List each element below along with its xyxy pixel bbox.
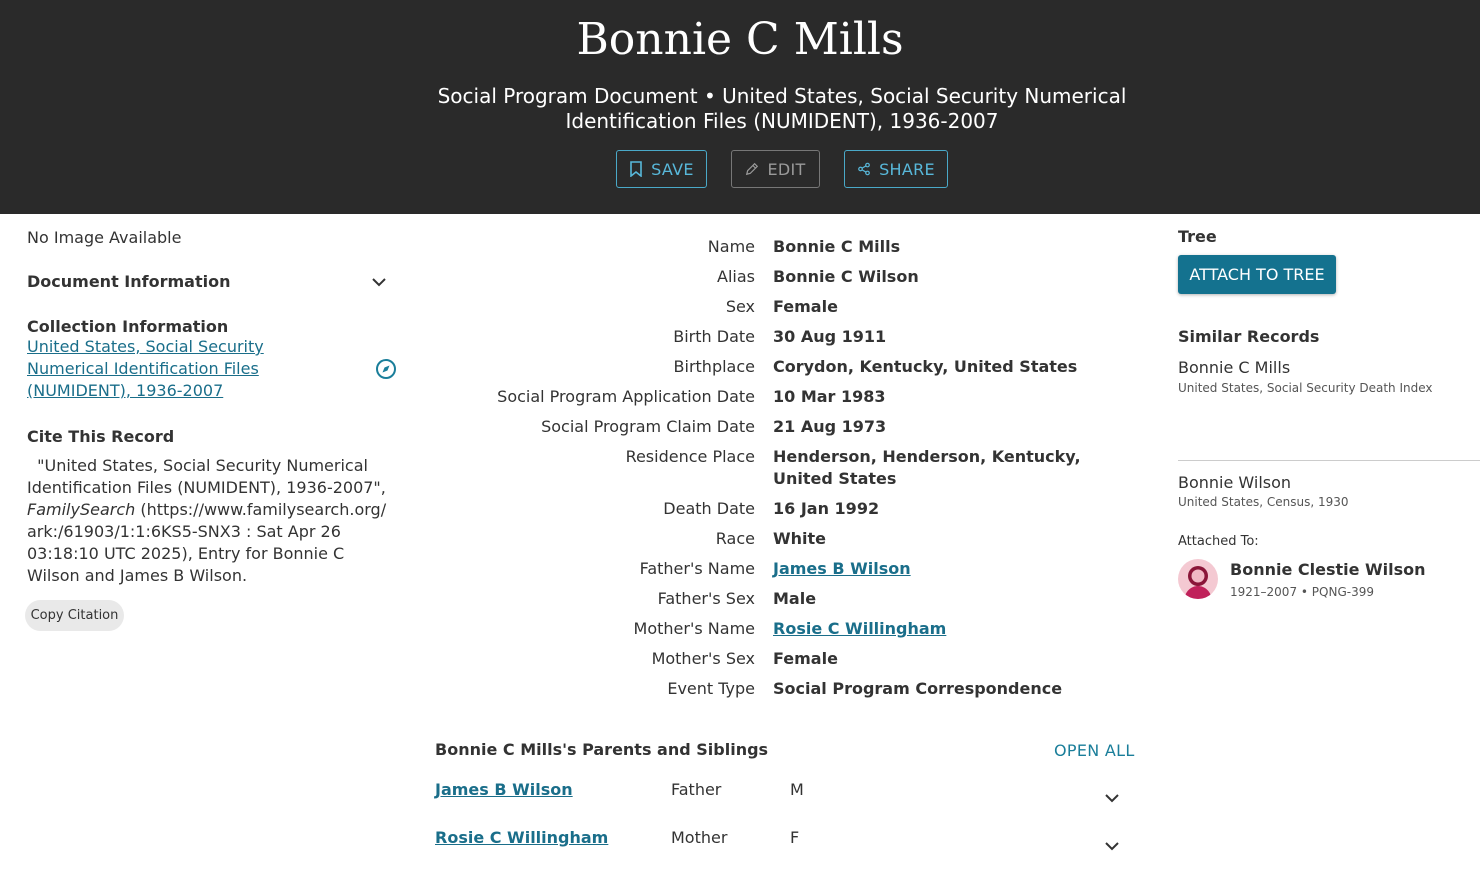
collection-link[interactable]: United States, Social Security Numerical Identification Files (NUMIDENT), 1936-2007	[27, 337, 264, 400]
citation-text	[27, 455, 392, 587]
field-label: Residence Place	[625, 447, 755, 466]
field-row	[430, 386, 1150, 408]
field-row	[430, 326, 1150, 348]
share-icon	[857, 161, 871, 177]
field-label: Sex	[725, 297, 755, 316]
field-row	[430, 588, 1150, 610]
share-button[interactable]	[844, 150, 948, 188]
divider	[1178, 460, 1480, 461]
record-subtitle: Social Program Document • United States, Social Security Numerical Identification Files (NUMIDENT), 1936-2007	[437, 84, 1127, 133]
page-title: Bonnie C Mills	[576, 14, 904, 65]
field-value: Male	[773, 589, 817, 608]
attached-person-meta: 1921–2007 • PQNG-399	[1230, 585, 1374, 599]
similar-record-source: United States, Social Security Death Index	[1178, 381, 1433, 395]
field-label: Alias	[717, 267, 755, 286]
field-value-link[interactable]: James B Wilson	[773, 559, 911, 578]
chevron-down-icon[interactable]	[372, 272, 386, 291]
avatar[interactable]	[1178, 559, 1218, 599]
field-label: Race	[715, 529, 755, 548]
field-row	[430, 446, 1150, 490]
field-value: Female	[773, 649, 838, 668]
field-row	[430, 618, 1150, 640]
field-value: Bonnie C Wilson	[773, 267, 919, 286]
parent-relation: Mother	[671, 828, 728, 847]
save-button[interactable]	[616, 150, 707, 188]
field-value: Bonnie C Mills	[773, 237, 901, 256]
edit-button-label: EDIT	[767, 159, 806, 179]
field-row	[430, 528, 1150, 550]
field-value: Corydon, Kentucky, United States	[773, 357, 1078, 376]
field-label: Father's Sex	[657, 589, 755, 608]
field-label: Social Program Claim Date	[541, 417, 755, 436]
parent-sex: M	[790, 780, 804, 799]
field-value: Henderson, Henderson, Kentucky, United States	[773, 447, 1081, 488]
parent-row	[435, 780, 1135, 804]
parent-relation: Father	[671, 780, 722, 799]
compass-icon[interactable]	[375, 358, 397, 384]
field-value-link[interactable]: Rosie C Willingham	[773, 619, 947, 638]
parent-sex: F	[790, 828, 800, 847]
similar-records-heading: Similar Records	[1178, 327, 1320, 346]
record-fields	[430, 236, 1150, 708]
copy-citation-button[interactable]: Copy Citation	[25, 600, 124, 631]
field-label: Birthplace	[673, 357, 755, 376]
field-row	[430, 498, 1150, 520]
field-row	[430, 648, 1150, 670]
field-row	[430, 236, 1150, 258]
field-label: Mother's Sex	[651, 649, 755, 668]
bookmark-icon	[629, 161, 643, 177]
citation-source-name: FamilySearch	[27, 500, 136, 519]
collection-information-heading: Collection Information	[27, 317, 229, 336]
field-value: Female	[773, 297, 838, 316]
field-label: Father's Name	[639, 559, 755, 578]
parent-name-link[interactable]: James B Wilson	[435, 780, 573, 799]
citation-part-2: (https://www.familysearch.org/ ark:/61903/1:1:6KS5-SNX3 : Sat Apr 26 03:18:10 UTC 2025), Entry for Bonnie C Wilson and James B Wilson.	[27, 500, 387, 585]
parent-row	[435, 828, 1135, 852]
edit-button[interactable]	[731, 150, 820, 188]
field-row	[430, 296, 1150, 318]
no-image-text: No Image Available	[27, 228, 182, 247]
field-row	[430, 558, 1150, 580]
field-row	[430, 416, 1150, 438]
field-label: Birth Date	[673, 327, 755, 346]
field-value: 10 Mar 1983	[773, 387, 886, 406]
attached-to-label: Attached To:	[1178, 534, 1259, 549]
field-label: Event Type	[667, 679, 755, 698]
save-button-label: SAVE	[651, 159, 694, 179]
document-information-heading[interactable]: Document Information	[27, 272, 231, 291]
open-all-button[interactable]: OPEN ALL	[1054, 741, 1135, 760]
field-value: 21 Aug 1973	[773, 417, 887, 436]
field-value: White	[773, 529, 827, 548]
attached-person-name[interactable]: Bonnie Clestie Wilson	[1230, 560, 1426, 579]
record-header	[0, 0, 1480, 214]
similar-record-name[interactable]: Bonnie Wilson	[1178, 473, 1292, 492]
similar-record-name[interactable]: Bonnie C Mills	[1178, 358, 1291, 377]
chevron-down-icon[interactable]	[1105, 788, 1119, 807]
tree-heading: Tree	[1178, 227, 1217, 246]
field-value: 16 Jan 1992	[773, 499, 880, 518]
field-label: Mother's Name	[633, 619, 755, 638]
similar-record-source: United States, Census, 1930	[1178, 495, 1349, 509]
field-label: Social Program Application Date	[497, 387, 755, 406]
field-row	[430, 266, 1150, 288]
pencil-icon	[745, 161, 759, 177]
field-row	[430, 356, 1150, 378]
attach-to-tree-button[interactable]: ATTACH TO TREE	[1178, 255, 1336, 294]
field-value: 30 Aug 1911	[773, 327, 887, 346]
citation-part-1: "United States, Social Security Numerical Identification Files (NUMIDENT), 1936-2007",	[27, 456, 386, 497]
field-label: Name	[707, 237, 755, 256]
cite-record-heading: Cite This Record	[27, 427, 175, 446]
share-button-label: SHARE	[879, 159, 935, 179]
parents-siblings-heading: Bonnie C Mills's Parents and Siblings	[435, 740, 769, 759]
parent-name-link[interactable]: Rosie C Willingham	[435, 828, 609, 847]
chevron-down-icon[interactable]	[1105, 836, 1119, 855]
field-label: Death Date	[663, 499, 755, 518]
field-value: Social Program Correspondence	[773, 679, 1063, 698]
field-row	[430, 678, 1150, 700]
